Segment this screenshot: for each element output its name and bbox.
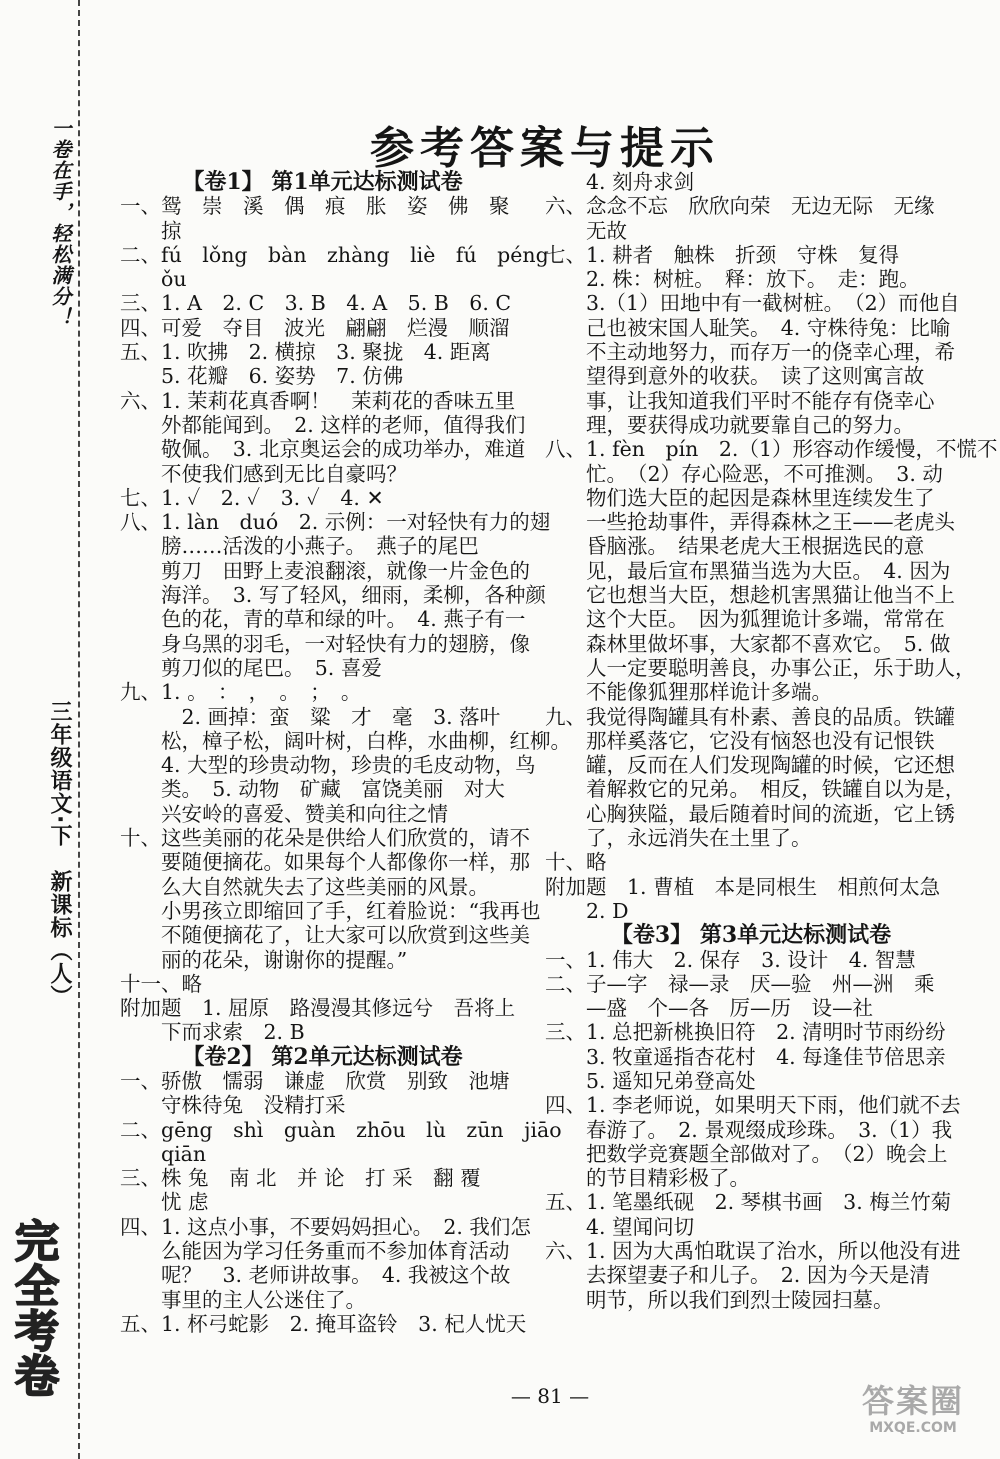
answer-line: 下而求索 2. B [120,1020,305,1045]
answer-line: ǒu [120,267,187,292]
answer-line: 一、1. 伟大 2. 保存 3. 设计 4. 智慧 [545,947,916,972]
answer-line: 膀……活泼的小燕子。 燕子的尾巴 [120,534,479,559]
answer-line: 一些抢劫事件，弄得森林之王——老虎头 [545,510,955,535]
answer-line: 5. 花瓣 6. 姿势 7. 仿佛 [120,364,404,389]
watermark-url: MXQE.COM [869,1420,957,1436]
answer-line: 外都能闻到。 2. 这样的老师，值得我们 [120,412,526,437]
answer-line: 敬佩。 3. 北京奥运会的成功举办，难道 [120,437,526,462]
answer-line: 不能像狐狸那样诡计多端。 [545,680,832,705]
answer-line: 附加题 1. 屈原 路漫漫其修远兮 吾将上 [120,996,516,1021]
answer-line: 2. 画掉：蛮 粱 才 毫 3. 落叶 [120,704,501,729]
answer-line: 五、1. 吹拂 2. 横掠 3. 聚拢 4. 距离 [120,340,491,365]
watermark-text: 答案圈 [861,1382,964,1420]
answer-line: 理，要获得成功就要靠自己的努力。 [545,412,914,437]
answer-line: 九、我觉得陶罐具有朴素、善良的品质。铁罐 [545,704,955,729]
answer-line: 剪刀似的尾巴。 5. 喜爱 [120,655,382,680]
answer-line: 么能因为学习任务重而不参加体育活动 [120,1239,510,1264]
answer-line: 十、这些美丽的花朵是供给人们欣赏的，请不 [120,826,530,851]
answer-line: 事里的主人公迷住了。 [120,1287,366,1312]
answer-line: 了，永远消失在土里了。 [545,826,812,851]
answer-line: 这个大臣。 因为狐狸诡计多端，常常在 [545,607,945,632]
answer-line: 三、株 兔 南 北 并 论 打 采 翻 覆 [120,1166,481,1191]
answer-line: 己也被宋国人耻笑。 4. 守株待兔：比喻 [545,315,951,340]
answer-line: 六、念念不忘 欣欣向荣 无边无际 无缘 [545,194,935,219]
answer-line: 明节，所以我们到烈士陵园扫墓。 [545,1287,894,1312]
answer-line: 不使我们感到无比自豪吗？ [120,461,407,486]
left-column [120,169,571,1336]
answer-line: 要随便摘花。如果每个人都像你一样，那 [120,850,530,875]
answer-line: 海洋。 3. 写了轻风，细雨，柔柳，各种颜 [120,583,546,608]
answer-line: 4. 大型的珍贵动物，珍贵的毛皮动物，鸟 [120,753,536,778]
answer-line: 八、1. fèn pín 2.（1）形容动作缓慢，不慌不 [545,437,998,462]
answer-line: 罐，反而在人们发现陶罐的时候，它还想 [545,753,955,778]
answer-line: 一、鸳 崇 溪 偶 痕 胀 姿 佛 聚 [120,194,510,219]
answer-line: 附加题 1. 曹植 本是同根生 相煎何太急 [545,874,941,899]
section-heading: 【卷3】 第3单元达标测试卷 [610,922,892,949]
cut-line [78,0,80,1459]
answer-line: 不主动地努力，而存万一的侥幸心理，希 [545,340,955,365]
answer-line: 2. 株：树桩。 释：放下。 走：跑。 [545,267,920,292]
answer-line: 丽的花朵，谢谢你的提醒。” [120,947,408,972]
answer-line: 二、fú lǒng bàn zhàng liè fú péng [120,242,549,267]
answer-line: 二、子—字 禄—录 厌—验 州—洲 乘 [545,971,935,996]
answer-line: 无故 [545,218,627,243]
answer-line: 五、1. 杯弓蛇影 2. 掩耳盗铃 3. 杞人忧天 [120,1311,527,1336]
answer-line: 一、骄傲 懦弱 谦虚 欣赏 别致 池塘 [120,1068,510,1093]
answer-line: 二、gēng shì guàn zhōu lù zūn jiāo [120,1117,562,1142]
answer-line: —盛 个—各 厉—历 设—社 [545,996,873,1021]
answer-line: 忧 虑 [120,1190,209,1215]
section-heading: 【卷1】 第1单元达标测试卷 [182,169,463,195]
answer-line: 见，最后宣布黑猫当选为大臣。 4. 因为 [545,558,951,583]
answer-line: 2. D [545,898,629,923]
answer-line: 三、1. A 2. C 3. B 4. A 5. B 6. C [120,291,512,316]
answer-line: 的节目精彩极了。 [545,1166,750,1191]
answer-line: 四、可爱 夺目 波光 翩翩 烂漫 顺溜 [120,315,510,340]
answer-line: 去探望妻子和儿子。 2. 因为今天是清 [545,1263,930,1288]
watermark [848,1382,978,1442]
section-heading: 【卷2】 第2单元达标测试卷 [182,1043,463,1070]
answer-line: 4. 望闻问切 [545,1214,695,1239]
answer-line: 小男孩立即缩回了手，红着脸说：“我再也 [120,898,541,923]
answer-line: 剪刀 田野上麦浪翻滚，就像一片金色的 [120,558,530,583]
answer-line: 它也想当大臣，想趁机害黑猫让他当不上 [545,583,955,608]
answer-line: 掠 [120,218,182,243]
answer-line: 事，让我知道我们平时不能存有侥幸心 [545,388,935,413]
binding-spine [0,0,100,1459]
answer-line: 七、1. 耕者 触株 折颈 守株 复得 [545,242,900,267]
answer-line: 物们选大臣的起因是森林里连续发生了 [545,485,935,510]
answer-line: qiān [120,1141,207,1166]
answer-line: 三、1. 总把新桃换旧符 2. 清明时节雨纷纷 [545,1020,946,1045]
answer-line: 松，樟子松，阔叶树，白桦，水曲柳，红柳。 [120,728,571,753]
answer-line: 3. 牧童遥指杏花村 4. 每逢佳节倍思亲 [545,1044,946,1069]
answer-line: 那样奚落它，它没有恼怒也没有记恨铁 [545,728,935,753]
answer-line: 兴安岭的喜爱、赞美和向往之情 [120,801,448,826]
spine-slogan: 一卷在手，轻松满分！ [48,118,72,328]
answer-line: 四、1. 这点小事，不要妈妈担心。 2. 我们怎 [120,1214,531,1239]
answer-line: 六、1. 茉莉花真香啊！ 茉莉花的香味五里 [120,388,516,413]
answer-line: 六、1. 因为大禹怕耽误了治水，所以他没有进 [545,1239,961,1264]
answer-line: 人一定要聪明善良，办事公正，乐于助人， [545,655,976,680]
brand-logo: 完全考卷 [7,1218,58,1398]
answer-line: 心胸狭隘，最后随着时间的流逝，它上锈 [545,801,955,826]
answer-line: 类。 5. 动物 矿藏 富饶美丽 对大 [120,777,505,802]
answer-line: 着解救它的兄弟。 相反，铁罐自以为是， [545,777,966,802]
answer-line: 四、1. 李老师说，如果明天下雨，他们就不去 [545,1093,961,1118]
answer-line: 七、1. ✓ 2. ✓ 3. ✓ 4. ✕ [120,485,384,510]
answer-line: 3.（1）田地中有一截树桩。 （2）而他自 [545,291,960,316]
answer-line: 昏脑涨。 结果老虎大王根据选民的意 [545,534,925,559]
answer-line: 么大自然就失去了这些美丽的风景。 [120,874,489,899]
page-title: 参考答案与提示 [370,123,720,174]
right-column [545,170,998,1312]
answer-line: 森林里做坏事，大家都不喜欢它。 5. 做 [545,631,951,656]
answer-line: 不随便摘花了，让大家可以欣赏到这些美 [120,923,530,948]
answer-line: 十、略 [545,850,607,875]
answer-line: 望得到意外的收获。 读了这则寓言故 [545,364,925,389]
page-number: — 81 — [510,1384,590,1408]
spine-grade-label: 三年级语文·下 新课标（人） [47,700,72,1009]
answer-line: 十一、略 [120,971,202,996]
answer-line: 忙。 （2）存心险恶，不可推测。 3. 动 [545,461,943,486]
answer-line: 色的花，青的草和绿的叶。 4. 燕子有一 [120,607,526,632]
answer-line: 身乌黑的羽毛，一对轻快有力的翅膀，像 [120,631,530,656]
answer-line: 把数学竞赛题全部做对了。 （2）晚会上 [545,1141,948,1166]
answer-line: 4. 刻舟求剑 [545,170,695,194]
answer-line: 五、1. 笔墨纸砚 2. 琴棋书画 3. 梅兰竹菊 [545,1190,952,1215]
answer-line: 九、1. 。 ： ， 。 ； 。 [120,680,362,705]
answer-line: 5. 遥知兄弟登高处 [545,1068,756,1093]
answer-line: 八、1. làn duó 2. 示例：一对轻快有力的翅 [120,510,551,535]
answer-line: 呢？ 3. 老师讲故事。 4. 我被这个故 [120,1263,511,1288]
answer-line: 守株待兔 没精打采 [120,1093,346,1118]
answer-line: 春游了。 2. 景观缀成珍珠。 3.（1）我 [545,1117,953,1142]
